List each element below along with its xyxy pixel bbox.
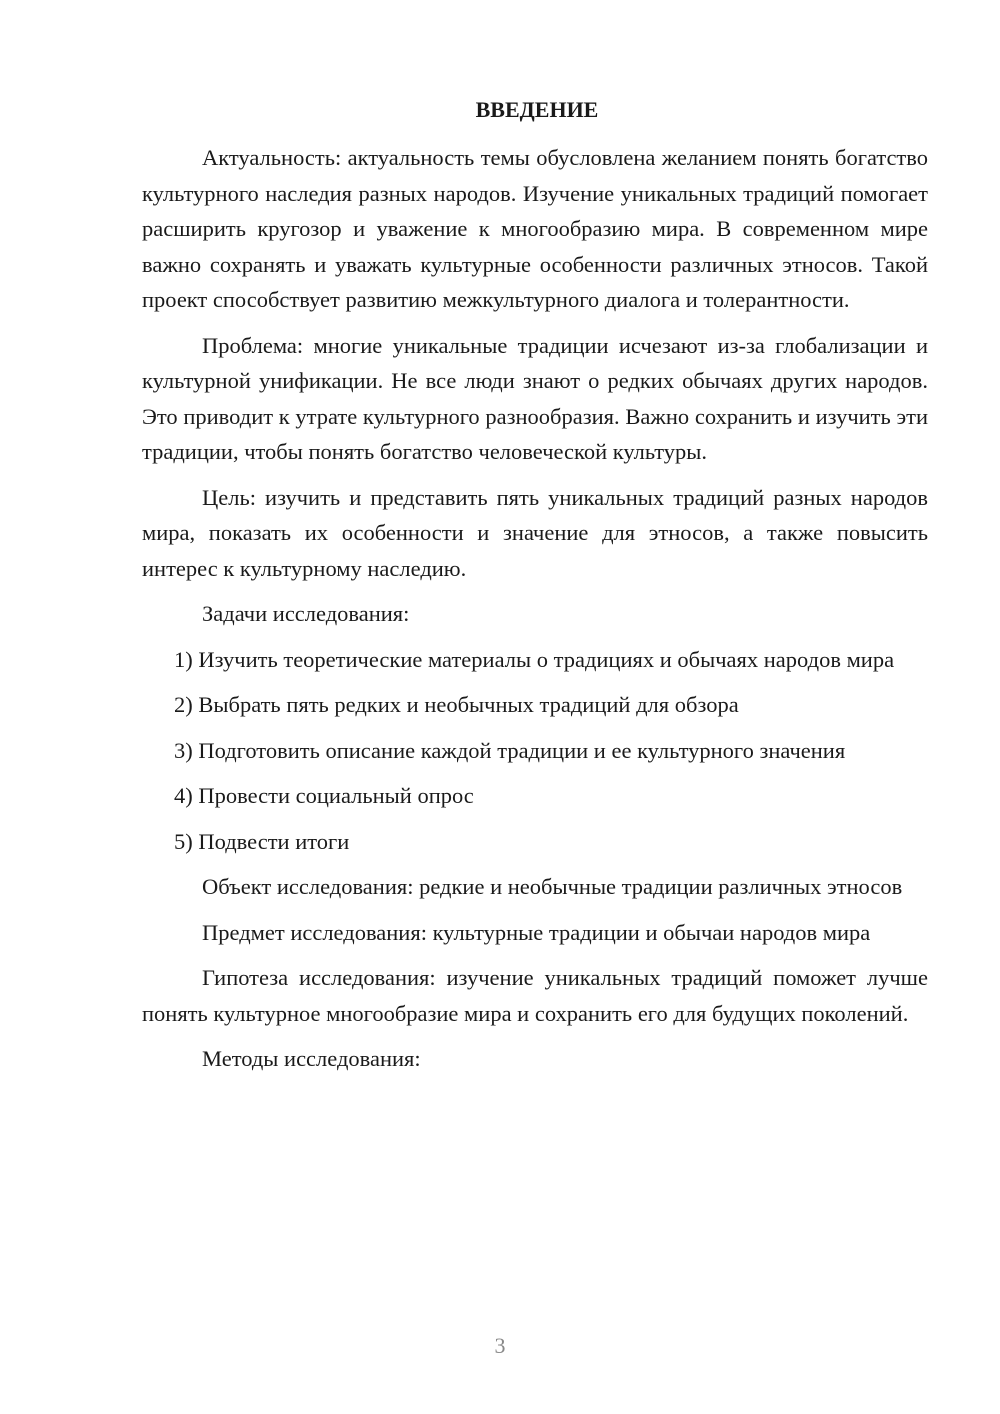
tasks-heading: Задачи исследования: — [202, 601, 410, 626]
problem-paragraph: Проблема: многие уникальные традиции исчезают из-за глобализации и культурной унификации. Не все люди знают о редких обычаях других народов. Это приводит к утрате культурного разнообразия. Важно сохранить и изучить эти традиции, чтобы понять богатство человеческой культуры. — [142, 332, 928, 464]
list-item: 1) Изучить теоретические материалы о традициях и обычаях народов мира — [174, 646, 895, 672]
hypothesis-paragraph: Гипотеза исследования: изучение уникальных традиций поможет лучше понять культурное многообразие мира и сохранить его для будущих поколений. — [142, 965, 928, 1026]
tasks-list — [142, 642, 928, 860]
list-item: 3) Подготовить описание каждой традиции и ее культурного значения — [174, 737, 846, 763]
relevance-paragraph: Актуальность: актуальность темы обусловлена желанием понять богатство культурного наследия разных народов. Изучение уникальных традиций помогает расширить кругозор и уважение к многообразию мира. В современном мире важно сохранять и уважать культурные особенности различных этносов. Такой проект способствует развитию межкультурного диалога и толерантности. — [142, 145, 928, 312]
methods-heading: Методы исследования: — [202, 1046, 421, 1071]
page-number: 3 — [494, 1333, 506, 1358]
subject-paragraph: Предмет исследования: культурные традиции и обычаи народов мира — [202, 919, 871, 945]
list-item: 2) Выбрать пять редких и необычных традиций для обзора — [174, 692, 739, 717]
page-title: ВВЕДЕНИЕ — [475, 97, 599, 122]
list-item: 4) Провести социальный опрос — [174, 783, 474, 808]
goal-paragraph: Цель: изучить и представить пять уникальных традиций разных народов мира, показать их особенности и значение для этносов, а также повысить интерес к культурному наследию. — [142, 484, 928, 581]
document-page — [142, 92, 928, 1087]
object-paragraph: Объект исследования: редкие и необычные традиции различных этносов — [202, 874, 903, 899]
list-item: 5) Подвести итоги — [174, 828, 350, 854]
